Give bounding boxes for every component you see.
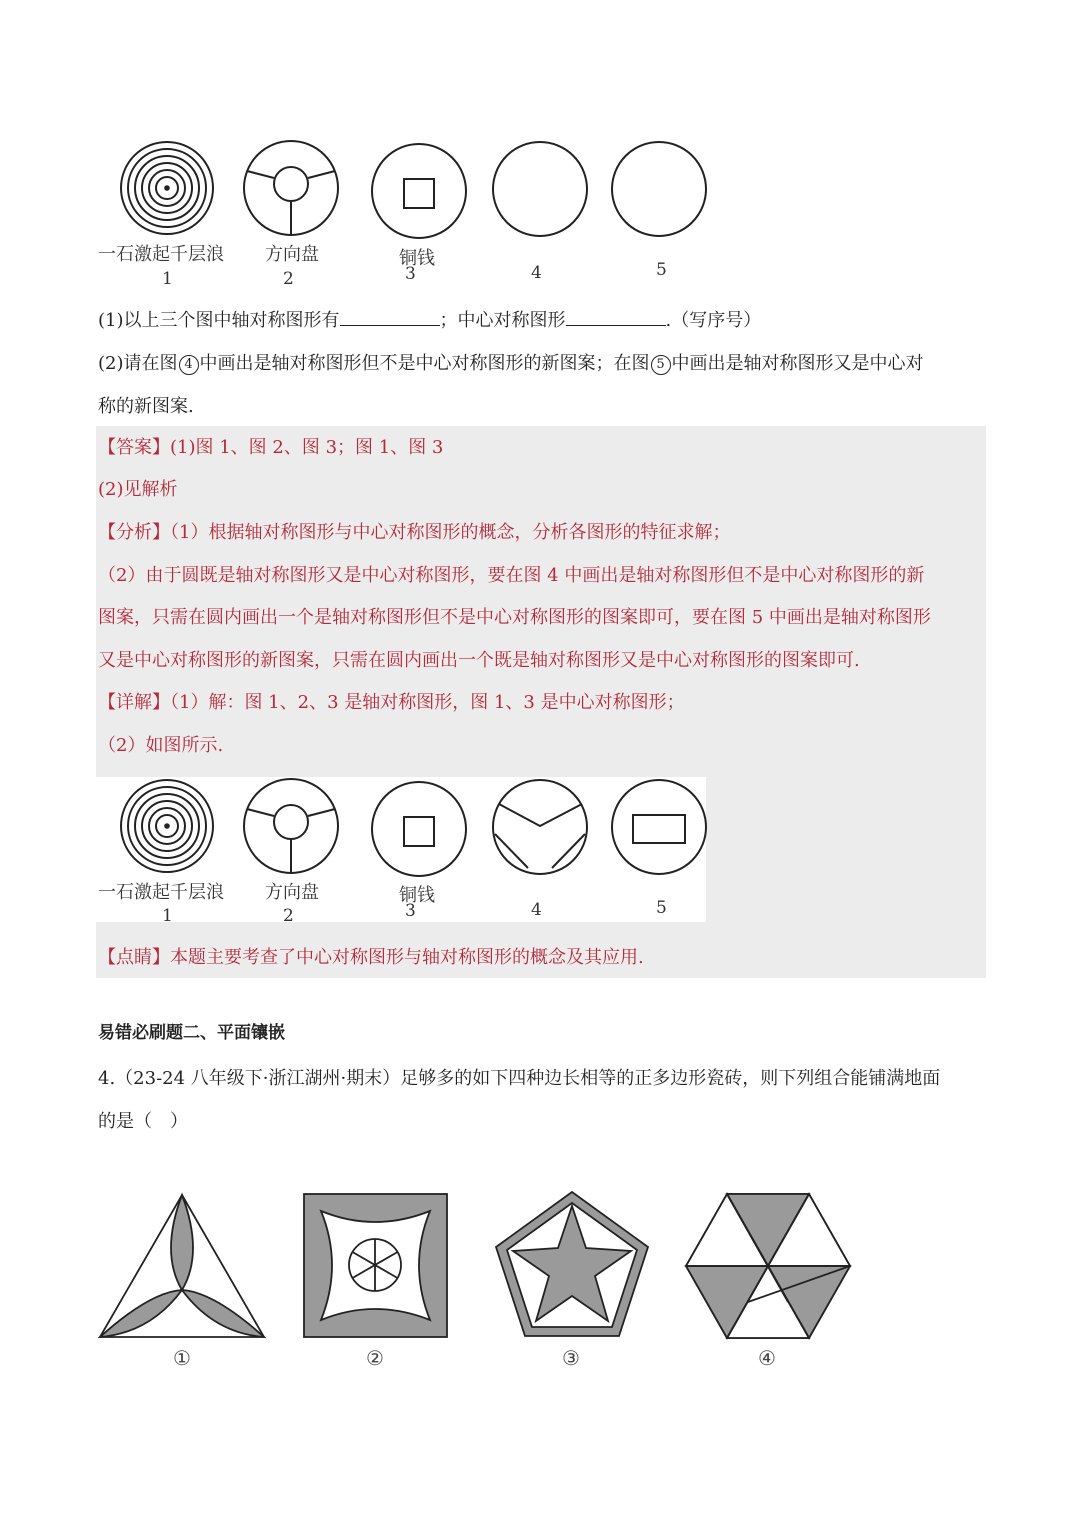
question-part2: (2)请在图 4 中画出是轴对称图形但不是中心对称图形的新图案；在图 5 中画出是轴对称图形又是中心对 (98, 353, 924, 374)
figure-1-ripples (112, 138, 222, 248)
figure-4-number: 4 (531, 263, 542, 283)
figure-1-label: 一石激起千层浪 (98, 244, 224, 265)
tile-4-hexagon (684, 1193, 852, 1339)
answer-line-2: (2)见解析 (98, 479, 178, 500)
answer-figure-2-label: 方向盘 (265, 882, 319, 903)
figure-3-coin (369, 141, 469, 241)
analysis-line-1: 【分析】（1）根据轴对称图形与中心对称图形的概念，分析各图形的特征求解； (98, 522, 731, 543)
circled-number-4: 4 (179, 355, 199, 375)
answer-figure-3-number: 3 (405, 901, 416, 921)
figure-3-number: 3 (405, 264, 416, 284)
figure-2-number: 2 (283, 269, 294, 289)
answer-figure-1-label: 一石激起千层浪 (98, 882, 224, 903)
answer-figure-2-steering-wheel (241, 776, 341, 880)
detail-tag: 【详解】 (98, 692, 170, 713)
analysis-line-3: 图案，只需在圆内画出一个是轴对称图形但不是中心对称图形的图案即可，要在图 5 中画出是轴对称图形 (98, 607, 931, 628)
tile-1-label: ① (173, 1346, 191, 1370)
tile-4-label: ④ (758, 1346, 776, 1370)
figure-1-number: 1 (162, 269, 173, 289)
tile-3-label: ③ (562, 1346, 580, 1370)
answer-line: 【答案】(1)图 1、图 2、图 3；图 1、图 3 (98, 437, 444, 458)
answer-blank-1 (340, 309, 440, 326)
answer-figure-1-ripples (112, 776, 222, 886)
answer-figure-3-label: 铜钱 (399, 885, 435, 906)
answer-figure-2-number: 2 (283, 906, 294, 926)
figure-5-blank-circle (609, 141, 709, 241)
figure-2-label: 方向盘 (265, 244, 319, 265)
answer-figure-5-rectangle (609, 779, 709, 879)
answer-figure-3-coin (369, 779, 469, 879)
answer-blank-2 (566, 309, 666, 326)
tile-2-label: ② (366, 1346, 384, 1370)
question-part2-line2: 称的新图案. (98, 396, 194, 417)
answer-tag: 【答案】 (98, 437, 170, 458)
analysis-line-2: （2）由于圆既是轴对称图形又是中心对称图形，要在图 4 中画出是轴对称图形但不是中心对称图形的新 (98, 565, 925, 586)
question-part1: (1)以上三个图中轴对称图形有 ；中心对称图形 .（写序号） (98, 310, 762, 331)
analysis-tag: 【分析】 (98, 522, 170, 543)
comment-tag: 【点睛】 (98, 947, 170, 968)
figure-4-blank-circle (490, 141, 590, 241)
detail-line-2: （2）如图所示. (98, 735, 224, 756)
answer-figure-5-number: 5 (656, 898, 667, 918)
question-4-line-2: 的是（ ） (98, 1111, 188, 1132)
question-4-line-1: 4.（23-24 八年级下·浙江湖州·期末）足够多的如下四种边长相等的正多边形瓷砖，则下列组合能铺满地面 (98, 1068, 941, 1089)
detail-line-1: 【详解】（1）解：图 1、2、3 是轴对称图形，图 1、3 是中心对称图形； (98, 692, 685, 713)
answer-figure-4-number: 4 (531, 900, 542, 920)
figure-2-steering-wheel (241, 138, 341, 242)
comment-line: 【点睛】本题主要考查了中心对称图形与轴对称图形的概念及其应用. (98, 947, 644, 968)
tile-3-pentagon (494, 1190, 650, 1340)
answer-figure-4-chevron (490, 779, 590, 879)
circled-number-5: 5 (651, 355, 671, 375)
tile-2-square (303, 1193, 448, 1338)
tile-1-triangle (98, 1193, 266, 1339)
section-title: 易错必刷题二、平面镶嵌 (98, 1023, 285, 1043)
figure-3-label: 铜钱 (399, 248, 435, 269)
analysis-line-4: 又是中心对称图形的新图案，只需在圆内画出一个既是轴对称图形又是中心对称图形的图案即可. (98, 650, 860, 671)
answer-figure-1-number: 1 (162, 906, 173, 926)
figure-5-number: 5 (656, 260, 667, 280)
